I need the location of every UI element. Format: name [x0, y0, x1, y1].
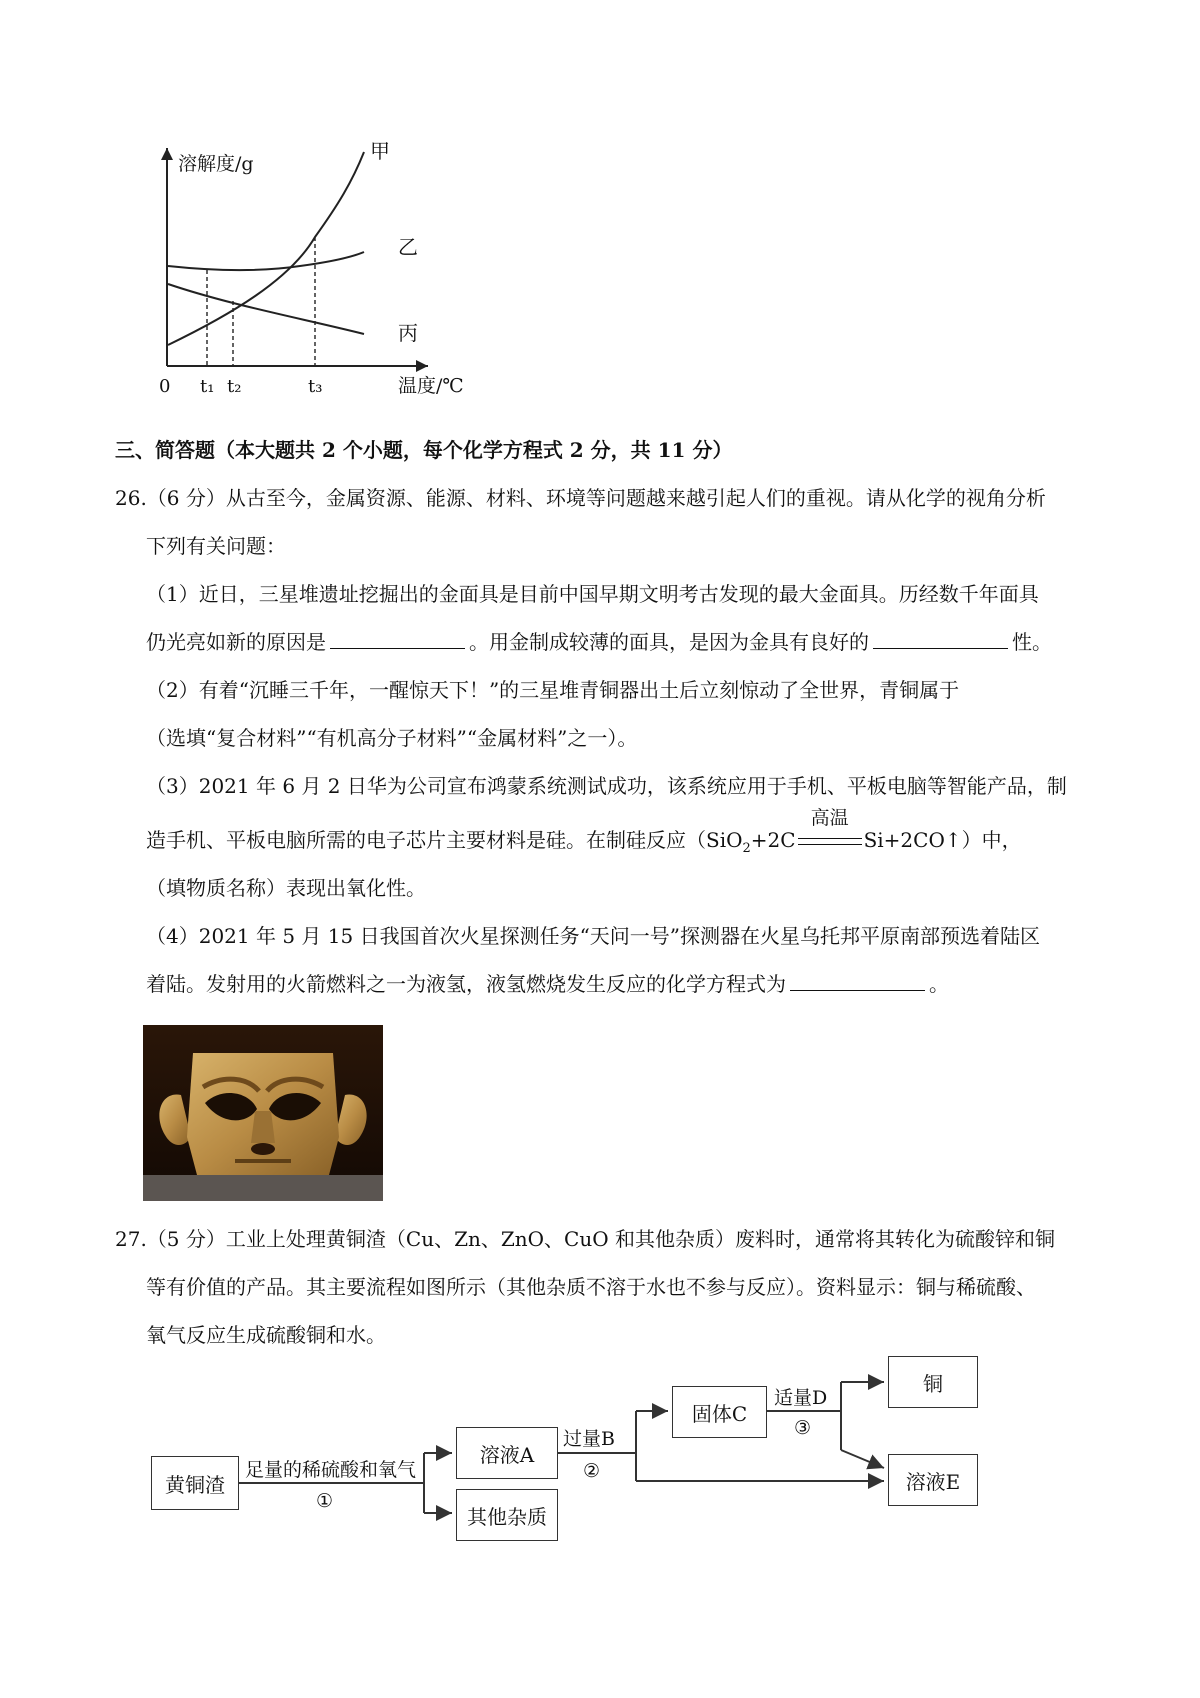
q26-part3-line1: （3）2021 年 6 月 2 日华为公司宣布鸿蒙系统测试成功，该系统应用于手机、平板电脑等智能产品，制 — [146, 774, 1067, 798]
q26-part1-text-a: 仍光亮如新的原因是 — [146, 630, 326, 654]
q26-part1-text-b: 。用金制成较薄的面具，是因为金具有良好的 — [469, 630, 869, 654]
flow-box-solid-c: 固体C — [672, 1386, 767, 1438]
q26-part4-text-b: 。 — [929, 972, 949, 996]
flow-step3-label: 适量D — [774, 1387, 828, 1409]
q26-part4-text-a: 着陆。发射用的火箭燃料之一为液氢，液氢燃烧发生反应的化学方程式为 — [146, 972, 786, 996]
subscript-2: 2 — [742, 841, 751, 856]
q27-stem-line3: 氧气反应生成硫酸铜和水。 — [146, 1323, 386, 1347]
q26-stem-line2: 下列有关问题： — [146, 534, 286, 558]
flow-box-impurity: 其他杂质 — [456, 1489, 558, 1541]
series-label-bing: 丙 — [398, 321, 418, 345]
y-axis-label: 溶解度/g — [178, 153, 254, 175]
tick-t2: t₂ — [227, 376, 242, 397]
flow-step1-number: ① — [316, 1490, 334, 1512]
x-axis-label: 温度/℃ — [398, 375, 464, 397]
q27-stem-line2: 等有价值的产品。其主要流程如图所示（其他杂质不溶于水也不参与反应）。资料显示：铜与稀硫酸、 — [146, 1275, 1036, 1299]
q26-stem-line1: 26.（6 分）从古至今，金属资源、能源、材料、环境等问题越来越引起人们的重视。请从化学的视角分析 — [115, 486, 1046, 510]
flow-box-solution-a: 溶液A — [456, 1427, 558, 1479]
series-label-yi: 乙 — [398, 235, 418, 259]
tick-t1: t₁ — [200, 376, 215, 397]
flow-box-start: 黄铜渣 — [151, 1456, 239, 1510]
q26-part4-line1: （4）2021 年 5 月 15 日我国首次火星探测任务“天问一号”探测器在火星乌托邦平原南部预选着陆区 — [146, 924, 1041, 948]
flow-step1-label: 足量的稀硫酸和氧气 — [245, 1459, 417, 1481]
series-label-jia: 甲 — [370, 139, 390, 163]
section-heading: 三、简答题（本大题共 2 个小题，每个化学方程式 2 分，共 11 分） — [115, 438, 733, 462]
tick-t3: t₃ — [308, 376, 323, 397]
reaction-condition-label: 高温 — [810, 807, 849, 829]
flow-box-solution-e: 溶液E — [888, 1454, 978, 1506]
q26-part3-text-a: 造手机、平板电脑所需的电子芯片主要材料是硅。在制硅反应（SiO — [146, 828, 743, 852]
q26-part2-line2: （选填“复合材料”“有机高分子材料”“金属材料”之一）。 — [146, 726, 638, 750]
q26-part2-line1: （2）有着“沉睡三千年，一醒惊天下！”的三星堆青铜器出土后立刻惊动了全世界，青铜属于 — [146, 678, 960, 702]
flow-step3-number: ③ — [794, 1417, 812, 1439]
flow-step2-number: ② — [583, 1460, 601, 1482]
q26-part1-text-c: 性。 — [1012, 630, 1052, 654]
flow-box-copper: 铜 — [888, 1356, 978, 1408]
q26-part3-line3: （填物质名称）表现出氧化性。 — [146, 876, 426, 900]
q26-part3-text-c: Si+2CO↑）中， — [863, 828, 1022, 852]
q26-part1-line1: （1）近日，三星堆遗址挖掘出的金面具是目前中国早期文明考古发现的最大金面具。历经数千年面具 — [146, 582, 1039, 606]
origin-label: 0 — [159, 376, 171, 397]
flow-step2-label: 过量B — [563, 1428, 615, 1450]
q27-stem-line1: 27.（5 分）工业上处理黄铜渣（Cu、Zn、ZnO、CuO 和其他杂质）废料时，通常将其转化为硫酸锌和铜 — [115, 1227, 1055, 1251]
q26-part3-text-b: +2C — [750, 828, 796, 852]
